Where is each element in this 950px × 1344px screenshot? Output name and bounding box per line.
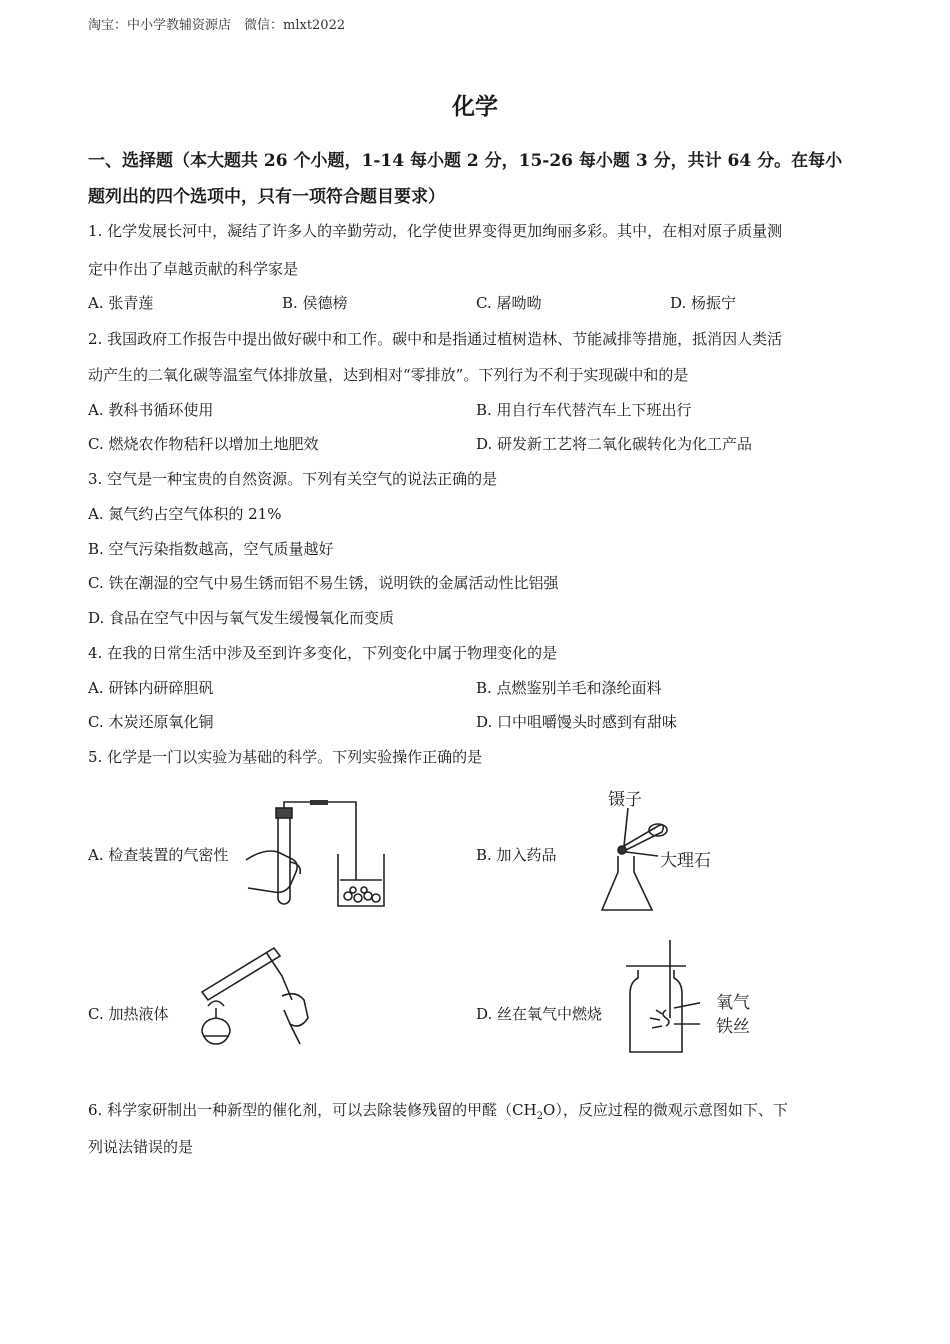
- q4-option-c: C. 木炭还原氧化铜: [88, 713, 214, 731]
- q4-stem: 4. 在我的日常生活中涉及至到许多变化，下列变化中属于物理变化的是: [88, 644, 558, 662]
- q1-stem-line1: 1. 化学发展长河中，凝结了许多人的辛勤劳动，化学使世界变得更加绚丽多彩。其中，在相对原子质量测: [88, 222, 783, 240]
- q1-option-c: C. 屠呦呦: [476, 294, 542, 312]
- figure-airtightness-check: [244, 800, 394, 912]
- section-heading-line2: 题列出的四个选项中，只有一项符合题目要求）: [88, 187, 445, 207]
- q5-option-c: C. 加热液体: [88, 1005, 169, 1023]
- q6-stem-line1: [88, 1099, 788, 1122]
- q6-subscript: 2: [536, 1111, 544, 1122]
- q4-option-b: B. 点燃鉴别羊毛和涤纶面料: [476, 679, 662, 697]
- q3-stem: 3. 空气是一种宝贵的自然资源。下列有关空气的说法正确的是: [88, 470, 498, 488]
- q3-option-a: A. 氮气约占空气体积的 21%: [88, 505, 282, 523]
- q1-option-b: B. 侯德榜: [282, 294, 348, 312]
- q1-option-a: A. 张青莲: [88, 294, 154, 312]
- label-oxygen: 氧气: [716, 993, 750, 1013]
- q3-option-b: B. 空气污染指数越高，空气质量越好: [88, 540, 334, 558]
- q3-option-d: D. 食品在空气中因与氧气发生缓慢氧化而变质: [88, 609, 395, 627]
- label-iron-wire: 铁丝: [716, 1017, 750, 1037]
- q2-option-b: B. 用自行车代替汽车上下班出行: [476, 401, 692, 419]
- q2-option-c: C. 燃烧农作物秸秆以增加土地肥效: [88, 435, 319, 453]
- label-tweezers: 镊子: [608, 790, 642, 810]
- q2-stem-line1: 2. 我国政府工作报告中提出做好碳中和工作。碳中和是指通过植树造林、节能减排等措施，抵消因人类活: [88, 330, 783, 348]
- figure-heating-liquid: [196, 940, 322, 1054]
- q1-option-d: D. 杨振宁: [670, 294, 737, 312]
- page-title: 化学: [452, 93, 498, 120]
- q5-option-d: D. 丝在氧气中燃烧: [476, 1005, 603, 1023]
- section-heading-line1: 一、选择题（本大题共 26 个小题，1-14 每小题 2 分，15-26 每小题 3 分，共计 64 分。在每小: [88, 151, 843, 171]
- q1-stem-line2: 定中作出了卓越贡献的科学家是: [88, 260, 299, 278]
- q6-stem-part2: O），反应过程的微观示意图如下、下: [543, 1101, 788, 1119]
- q6-stem-part1: 6. 科学家研制出一种新型的催化剂，可以去除装修残留的甲醛（CH: [88, 1101, 537, 1119]
- q2-option-d: D. 研发新工艺将二氧化碳转化为化工产品: [476, 435, 753, 453]
- q5-option-a: A. 检查装置的气密性: [88, 846, 229, 864]
- q2-option-a: A. 教科书循环使用: [88, 401, 214, 419]
- q4-option-a: A. 研钵内研碎胆矾: [88, 679, 214, 697]
- figure-iron-wire-burning: [620, 938, 700, 1060]
- q2-stem-line2: 动产生的二氧化碳等温室气体排放量，达到相对“零排放”。下列行为不利于实现碳中和的是: [88, 366, 689, 384]
- q5-stem: 5. 化学是一门以实验为基础的科学。下列实验操作正确的是: [88, 748, 483, 766]
- page-header: 淘宝：中小学教辅资源店 微信：mlxt2022: [88, 18, 346, 33]
- q3-option-c: C. 铁在潮湿的空气中易生锈而铝不易生锈，说明铁的金属活动性比铝强: [88, 574, 559, 592]
- label-marble: 大理石: [660, 851, 711, 871]
- q4-option-d: D. 口中咀嚼馒头时感到有甜味: [476, 713, 678, 731]
- q6-stem-line2: 列说法错误的是: [88, 1138, 194, 1156]
- q5-option-b: B. 加入药品: [476, 846, 557, 864]
